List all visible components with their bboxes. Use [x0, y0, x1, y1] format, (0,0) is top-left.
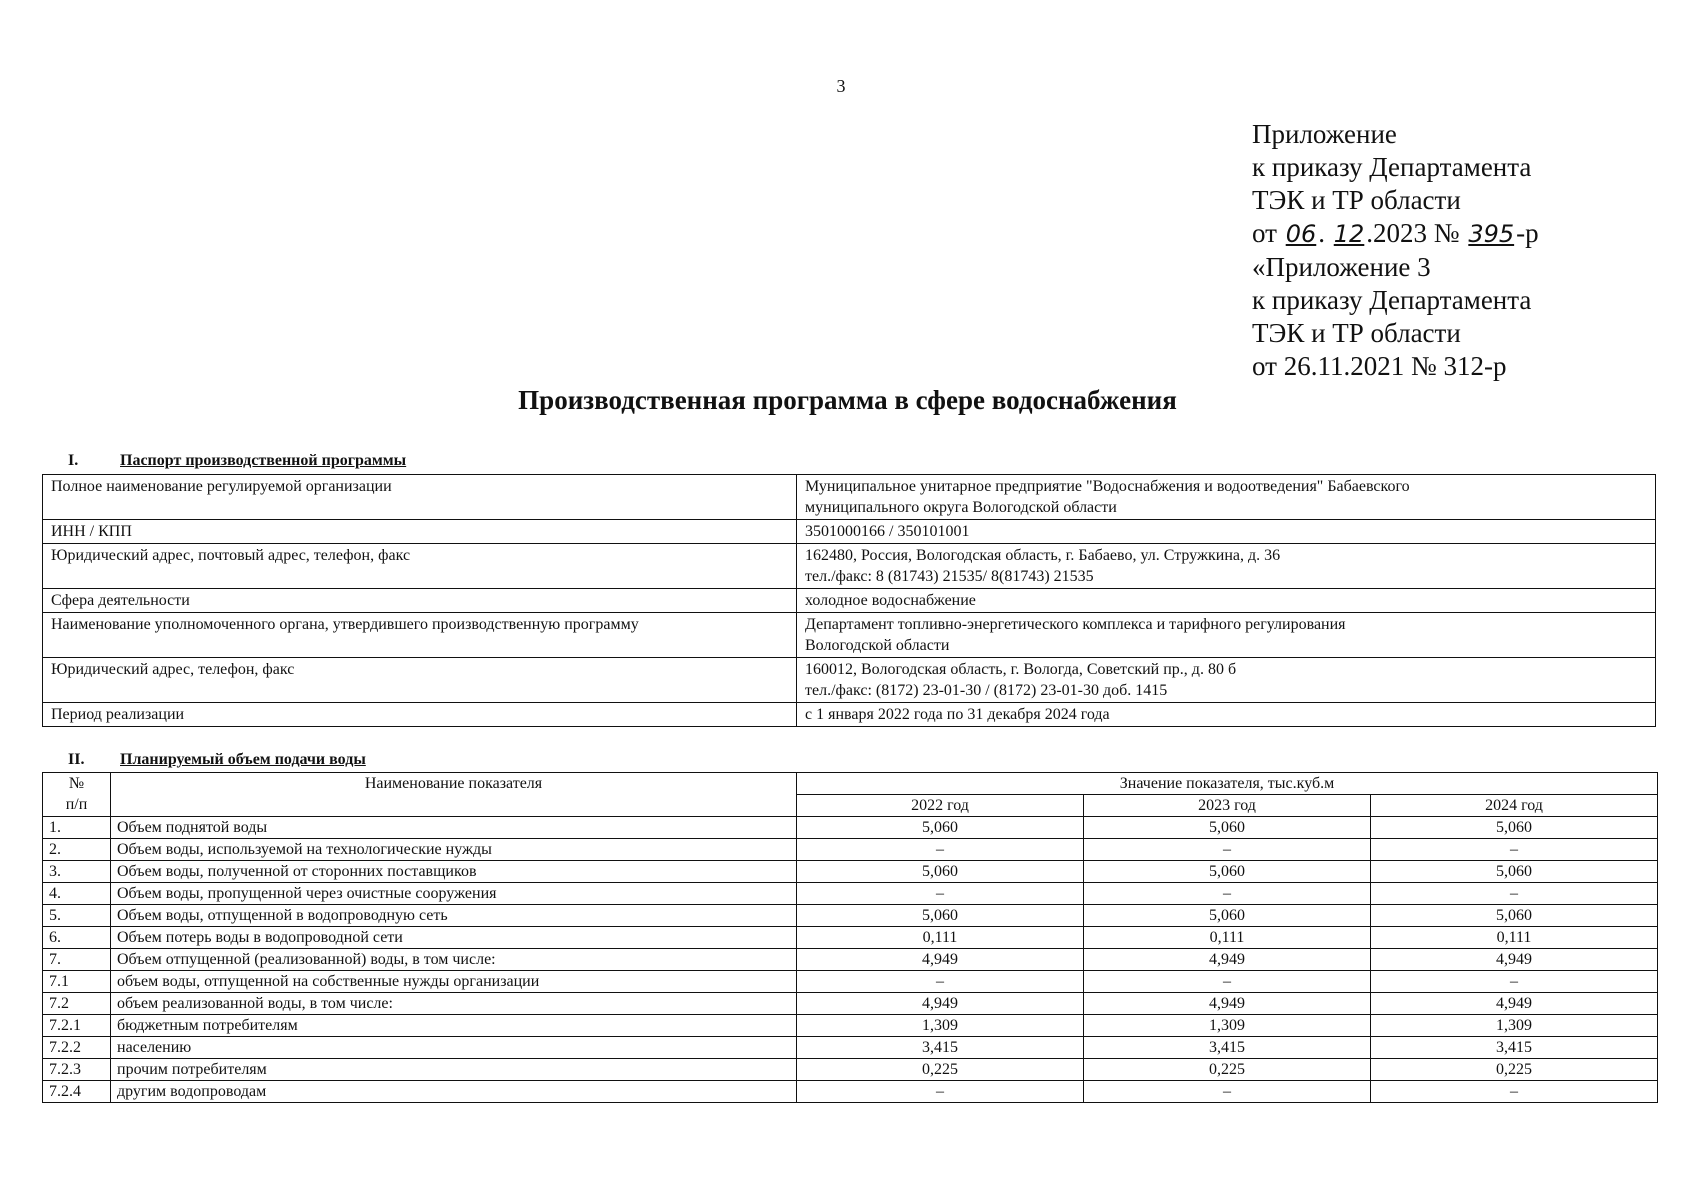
table-row — [43, 1059, 1658, 1081]
indicator-value: – — [1084, 883, 1371, 905]
water-volume-table — [42, 772, 1658, 1103]
passport-value-line: муниципального округа Вологодской области — [805, 499, 1117, 516]
document-title: Производственная программа в сфере водоснабжения — [518, 385, 1177, 415]
indicator-value: 5,060 — [797, 817, 1084, 839]
header-num-cell — [43, 773, 111, 817]
row-number: 7.1 — [43, 971, 111, 993]
header-year-2022: 2022 год — [797, 795, 1084, 817]
indicator-value: 4,949 — [797, 993, 1084, 1015]
indicator-name: Объем воды, полученной от сторонних поставщиков — [111, 861, 797, 883]
indicator-value: – — [1084, 839, 1371, 861]
order-month-handwritten: 12 — [1333, 220, 1365, 248]
passport-value — [797, 703, 1656, 727]
indicator-value: – — [1371, 1081, 1658, 1103]
header-year-2023: 2023 год — [1084, 795, 1371, 817]
indicator-value: 0,111 — [1371, 927, 1658, 949]
table-header-row — [43, 773, 1658, 795]
passport-value — [797, 589, 1656, 613]
indicator-name: объем реализованной воды, в том числе: — [111, 993, 797, 1015]
indicator-value: 3,415 — [1084, 1037, 1371, 1059]
row-number: 3. — [43, 861, 111, 883]
passport-value-line: 3501000166 / 350101001 — [805, 523, 970, 540]
order-separator: . — [1318, 218, 1325, 248]
passport-value — [797, 520, 1656, 544]
passport-label: ИНН / КПП — [43, 520, 797, 544]
indicator-value: – — [797, 1081, 1084, 1103]
passport-value-line: тел./факс: (8172) 23-01-30 / (8172) 23-01-30 доб. 1415 — [805, 682, 1168, 699]
indicator-value: 5,060 — [1084, 905, 1371, 927]
indicator-name: населению — [111, 1037, 797, 1059]
indicator-value: – — [1371, 971, 1658, 993]
indicator-value: 4,949 — [1084, 949, 1371, 971]
order-number-handwritten: 395 — [1468, 220, 1515, 248]
appendix-line: Приложение — [1252, 119, 1397, 149]
passport-value-line: 162480, Россия, Вологодская область, г. Бабаево, ул. Стружкина, д. 36 — [805, 547, 1281, 564]
table-row — [43, 883, 1658, 905]
table-row — [43, 1015, 1658, 1037]
indicator-value: – — [1371, 839, 1658, 861]
table-row — [43, 520, 1656, 544]
indicator-name: объем воды, отпущенной на собственные нужды организации — [111, 971, 797, 993]
header-year-2024: 2024 год — [1371, 795, 1658, 817]
table-row — [43, 971, 1658, 993]
row-number: 7. — [43, 949, 111, 971]
passport-value — [797, 613, 1656, 658]
table-row — [43, 589, 1656, 613]
indicator-value: 5,060 — [1371, 861, 1658, 883]
indicator-value: 4,949 — [1371, 949, 1658, 971]
appendix-line: ТЭК и ТР области — [1252, 185, 1461, 215]
indicator-value: 3,415 — [1371, 1037, 1658, 1059]
order-day-handwritten: 06 — [1285, 220, 1317, 248]
table-row — [43, 1037, 1658, 1059]
table-row — [43, 544, 1656, 589]
table-row — [43, 927, 1658, 949]
indicator-value: 1,309 — [1084, 1015, 1371, 1037]
indicator-name: Объем отпущенной (реализованной) воды, в том числе: — [111, 949, 797, 971]
indicator-value: 0,225 — [1084, 1059, 1371, 1081]
indicator-name: Объем воды, отпущенной в водопроводную сеть — [111, 905, 797, 927]
row-number: 7.2.2 — [43, 1037, 111, 1059]
indicator-value: – — [797, 883, 1084, 905]
passport-label: Сфера деятельности — [43, 589, 797, 613]
passport-label: Период реализации — [43, 703, 797, 727]
indicator-value: 5,060 — [1371, 817, 1658, 839]
table-row — [43, 839, 1658, 861]
indicator-value: 3,415 — [797, 1037, 1084, 1059]
header-num-line2: п/п — [65, 796, 88, 813]
indicator-value: 4,949 — [1371, 993, 1658, 1015]
order-year: .2023 № — [1366, 218, 1460, 248]
table-row — [43, 703, 1656, 727]
header-value-group: Значение показателя, тыс.куб.м — [797, 773, 1658, 795]
passport-value-line: Муниципальное унитарное предприятие "Водоснабжения и водоотведения" Бабаевского — [805, 478, 1410, 495]
row-number: 1. — [43, 817, 111, 839]
section-number: I. — [68, 452, 79, 469]
table-row — [43, 658, 1656, 703]
passport-value — [797, 658, 1656, 703]
indicator-value: 4,949 — [797, 949, 1084, 971]
passport-label: Юридический адрес, почтовый адрес, телефон, факс — [43, 544, 797, 589]
indicator-value: 0,225 — [797, 1059, 1084, 1081]
appendix-line: «Приложение 3 — [1252, 252, 1431, 282]
passport-value-line: с 1 января 2022 года по 31 декабря 2024 года — [805, 706, 1110, 723]
row-number: 2. — [43, 839, 111, 861]
indicator-value: 1,309 — [797, 1015, 1084, 1037]
row-number: 7.2 — [43, 993, 111, 1015]
appendix-line: от 26.11.2021 № 312-р — [1252, 351, 1507, 381]
indicator-value: 4,949 — [1084, 993, 1371, 1015]
passport-label: Полное наименование регулируемой организации — [43, 475, 797, 520]
appendix-line: к приказу Департамента — [1252, 152, 1532, 182]
table-row — [43, 949, 1658, 971]
indicator-name: Объем потерь воды в водопроводной сети — [111, 927, 797, 949]
indicator-value: 0,111 — [797, 927, 1084, 949]
page-number: 3 — [836, 76, 846, 96]
section-title: Паспорт производственной программы — [120, 452, 407, 469]
indicator-name: Объем воды, пропущенной через очистные сооружения — [111, 883, 797, 905]
passport-value-line: Вологодской области — [805, 637, 950, 654]
passport-value-line: 160012, Вологодская область, г. Вологда, Советский пр., д. 80 б — [805, 661, 1237, 678]
section-heading-volume — [68, 751, 366, 769]
indicator-value: – — [797, 971, 1084, 993]
table-row — [43, 475, 1656, 520]
passport-value-line: холодное водоснабжение — [805, 592, 976, 609]
table-row — [43, 861, 1658, 883]
header-name-cell: Наименование показателя — [111, 773, 797, 817]
indicator-value: 5,060 — [797, 905, 1084, 927]
passport-value — [797, 544, 1656, 589]
section-heading-passport — [68, 452, 406, 470]
indicator-value: – — [1084, 971, 1371, 993]
indicator-value: 0,111 — [1084, 927, 1371, 949]
passport-value-line: тел./факс: 8 (81743) 21535/ 8(81743) 21535 — [805, 568, 1094, 585]
indicator-value: – — [1084, 1081, 1371, 1103]
appendix-block — [1252, 118, 1539, 383]
row-number: 7.2.3 — [43, 1059, 111, 1081]
table-row — [43, 993, 1658, 1015]
row-number: 5. — [43, 905, 111, 927]
passport-label: Наименование уполномоченного органа, утвердившего производственную программу — [43, 613, 797, 658]
indicator-name: другим водопроводам — [111, 1081, 797, 1103]
indicator-value: 5,060 — [1084, 861, 1371, 883]
indicator-value: 1,309 — [1371, 1015, 1658, 1037]
row-number: 7.2.4 — [43, 1081, 111, 1103]
passport-value-line: Департамент топливно-энергетического комплекса и тарифного регулирования — [805, 616, 1346, 633]
indicator-value: 5,060 — [1084, 817, 1371, 839]
header-num-line1: № — [68, 775, 85, 792]
passport-value — [797, 475, 1656, 520]
table-row — [43, 613, 1656, 658]
table-row — [43, 905, 1658, 927]
appendix-line: к приказу Департамента — [1252, 285, 1532, 315]
indicator-value: 5,060 — [1371, 905, 1658, 927]
indicator-name: Объем воды, используемой на технологические нужды — [111, 839, 797, 861]
indicator-value: – — [797, 839, 1084, 861]
indicator-name: прочим потребителям — [111, 1059, 797, 1081]
indicator-name: Объем поднятой воды — [111, 817, 797, 839]
order-suffix: -р — [1516, 218, 1539, 248]
indicator-value: 5,060 — [797, 861, 1084, 883]
row-number: 6. — [43, 927, 111, 949]
indicator-value: – — [1371, 883, 1658, 905]
row-number: 4. — [43, 883, 111, 905]
order-prefix: от — [1252, 218, 1277, 248]
section-title: Планируемый объем подачи воды — [120, 751, 366, 768]
table-row — [43, 1081, 1658, 1103]
passport-table — [42, 474, 1656, 727]
passport-label: Юридический адрес, телефон, факс — [43, 658, 797, 703]
indicator-value: 0,225 — [1371, 1059, 1658, 1081]
section-number: II. — [68, 751, 85, 768]
appendix-line: ТЭК и ТР области — [1252, 318, 1461, 348]
table-row — [43, 817, 1658, 839]
indicator-name: бюджетным потребителям — [111, 1015, 797, 1037]
appendix-order-line — [1252, 217, 1539, 251]
row-number: 7.2.1 — [43, 1015, 111, 1037]
